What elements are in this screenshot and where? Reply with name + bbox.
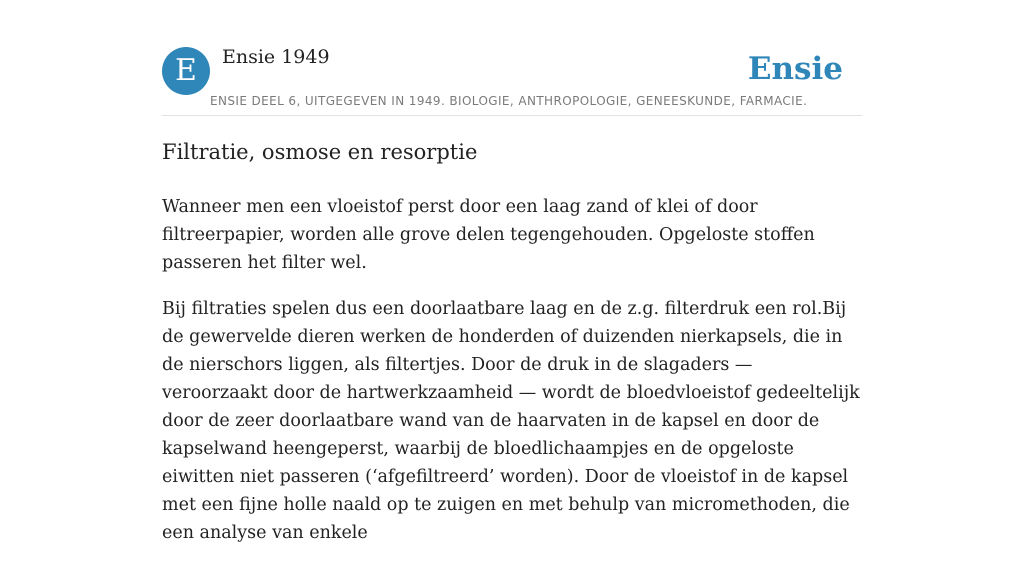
article-paragraph: Wanneer men een vloeistof perst door een laag zand of klei of door filtreerpapier, worden alle grove delen tegengehouden. Opgeloste stoffen passeren het filter wel. (162, 197, 815, 273)
article-paragraph: Bij filtraties spelen dus een doorlaatbare laag en de z.g. filterdruk een rol.Bij de gewervelde dieren werken de honderden of duizenden nierkapsels, die in de nierschors liggen, als filtertjes. Door de druk in de slagaders — veroorzaakt door de hartwerkzaamheid — wordt de bloedvloeistof gedeeltelijk door de zeer doorlaatbare wand van de haarvaten in de kapsel en door de kapselwand heengeperst, waarbij de bloedlichaampjes en de opgeloste eiwitten niet passeren (‘afgefiltreerd’ worden). Door de vloeistof in de kapsel met een fijne holle naald op te zuigen en met behulp van micromethoden, die een analyse van enkele (162, 299, 860, 543)
ensie-logo[interactable]: E (162, 47, 210, 95)
article-title: Filtratie, osmose en resorptie (162, 140, 478, 164)
edition-title[interactable]: Ensie 1949 (222, 46, 330, 68)
edition-subtitle: ENSIE DEEL 6, UITGEGEVEN IN 1949. BIOLOGIE, ANTHROPOLOGIE, GENEESKUNDE, FARMACIE. (210, 94, 808, 108)
header-divider (162, 115, 862, 116)
brand-logo-text[interactable]: Ensie (747, 51, 843, 87)
article-body (162, 193, 862, 565)
